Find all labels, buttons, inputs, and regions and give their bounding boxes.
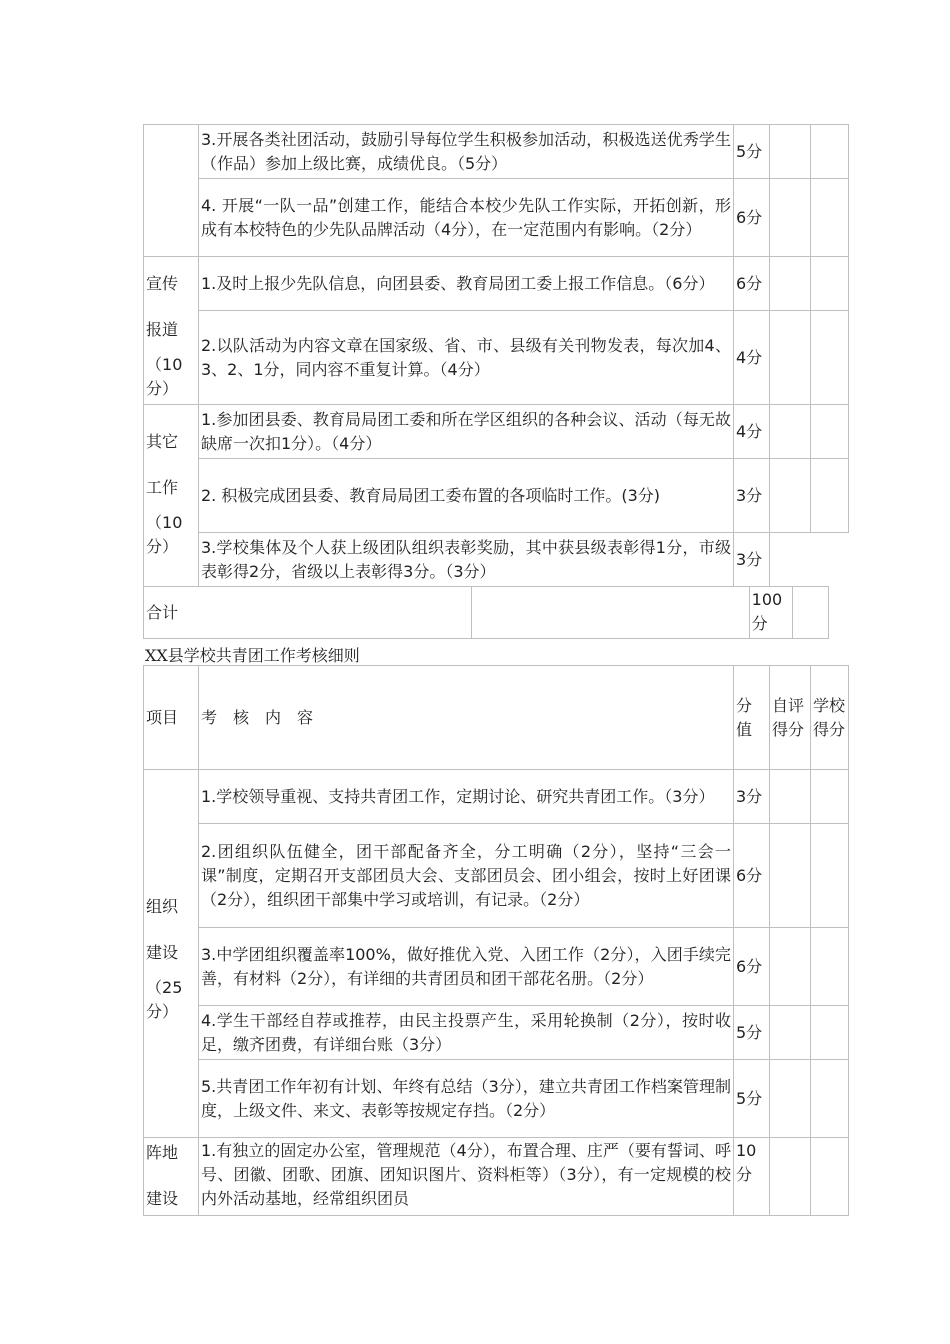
item-content: 1.学校领导重视、支持共青团工作，定期讨论、研究共青团工作。（3分） (199, 770, 734, 824)
category-line (146, 511, 196, 535)
item-content: 4.学生干部经自荐或推荐，由民主投票产生，采用轮换制（2分），按时收足，缴齐团费，有详细台账（3分） (199, 1006, 734, 1060)
item-score: 4分 (734, 311, 770, 405)
category-line: 建设 (146, 1189, 179, 1208)
table-row (144, 311, 849, 405)
table-row (144, 533, 849, 587)
total-score: 100分 (749, 587, 792, 639)
category-paren: （ (146, 354, 163, 374)
school-score-cell (811, 125, 849, 179)
category-line: 宣传 (146, 273, 179, 293)
item-score: 6分 (734, 179, 770, 257)
category-paren: （ (146, 513, 163, 532)
school-score-cell (811, 928, 849, 1006)
item-content: 2.团组织队伍健全，团干部配备齐全，分工明确（2分），坚持“三会一课”制度，定期召开支部团员大会、支部团员会、团小组会，按时上好团课（2分），组织团干部集中学习或培训，有记录。（2分） (199, 824, 734, 928)
league-assessment-table (143, 665, 849, 1216)
category-cell (144, 125, 199, 257)
item-score: 6分 (734, 824, 770, 928)
item-score: 5分 (734, 1060, 770, 1138)
total-label: 合计 (144, 587, 472, 639)
school-score-cell (811, 405, 849, 459)
item-content: 3.中学团组织覆盖率100%，做好推优入党、入团工作（2分），入团手续完善，有材料（2分），有详细的共青团员和团干部花名册。（2分） (199, 928, 734, 1006)
assessment-table-continued (143, 124, 849, 587)
item-score: 3分 (734, 533, 770, 587)
self-score-cell (770, 824, 811, 928)
school-score-cell (811, 1060, 849, 1138)
header-item: 项目 (144, 666, 199, 770)
school-score-cell (811, 1138, 849, 1216)
category-paren: （ (146, 977, 163, 997)
table-row (144, 125, 849, 179)
category-line: 阵地 (146, 1143, 179, 1162)
header-content: 考 核 内 容 (199, 666, 734, 770)
table-row (144, 928, 849, 1006)
category-publicity (144, 257, 199, 405)
item-score: 10分 (734, 1138, 770, 1216)
item-content: 5.共青团工作年初有计划、年终有总结（3分），建立共青团工作档案管理制度，上级文件、来文、表彰等按规定存挡。（2分） (199, 1060, 734, 1138)
self-score-cell (770, 257, 811, 311)
table-row (144, 257, 849, 311)
category-line: 组织 (146, 896, 179, 916)
total-table (143, 586, 829, 639)
total-blank-cell (472, 587, 749, 639)
item-score: 3分 (734, 770, 770, 824)
total-row (144, 587, 829, 639)
table-row (144, 1006, 849, 1060)
item-content: 1.及时上报少先队信息，向团县委、教育局团工委上报工作信息。（6分） (199, 257, 734, 311)
self-score-cell (770, 1006, 811, 1060)
category-points: 25 (162, 977, 183, 997)
school-score-cell (811, 770, 849, 824)
self-score-cell (770, 405, 811, 459)
header-self: 自评得分 (770, 666, 811, 770)
category-points: 10 (162, 513, 183, 532)
self-score-cell (770, 179, 811, 257)
self-score-cell (770, 459, 811, 533)
empty-cell (770, 533, 811, 587)
item-content: 1.有独立的固定办公室，管理规范（4分），布置合理、庄严（要有誓词、呼号、团徽、团歌、团旗、团知识图片、资料柜等）（3分），有一定规模的校内外活动基地，经常组织团员 (199, 1138, 734, 1216)
table-row (144, 824, 849, 928)
table-caption: XX县学校共青团工作考核细则 (145, 646, 360, 665)
category-base (144, 1138, 199, 1216)
total-extra-cell (792, 587, 828, 639)
item-score: 3分 (734, 459, 770, 533)
category-points: 10 (162, 354, 183, 374)
table-row (144, 770, 849, 824)
category-organization (144, 770, 199, 1138)
header-row (144, 666, 849, 770)
item-score: 5分 (734, 125, 770, 179)
self-score-cell (770, 928, 811, 1006)
item-score: 4分 (734, 405, 770, 459)
category-line: 其它 (146, 432, 179, 451)
category-line: 分） (146, 1001, 179, 1021)
table-row (144, 1138, 849, 1216)
item-score: 5分 (734, 1006, 770, 1060)
empty-cell (811, 533, 849, 587)
table-row (144, 179, 849, 257)
category-line: 报道 (146, 319, 179, 339)
category-line: 建设 (146, 942, 179, 962)
category-line: 分） (146, 378, 179, 398)
table-row (144, 405, 849, 459)
category-line: 分） (146, 537, 179, 556)
item-content: 2. 积极完成团县委、教育局局团工委布置的各项临时工作。(3分) (199, 459, 734, 533)
table-row (144, 1060, 849, 1138)
item-score: 6分 (734, 257, 770, 311)
category-line: 工作 (146, 478, 179, 497)
item-content: 4. 开展“一队一品”创建工作，能结合本校少先队工作实际，开拓创新，形成有本校特色的少先队品牌活动（4分），在一定范围内有影响。（2分） (199, 179, 734, 257)
school-score-cell (811, 311, 849, 405)
self-score-cell (770, 1060, 811, 1138)
category-line (146, 353, 196, 377)
header-school: 学校得分 (811, 666, 849, 770)
school-score-cell (811, 459, 849, 533)
school-score-cell (811, 257, 849, 311)
self-score-cell (770, 770, 811, 824)
item-content: 1.参加团县委、教育局局团工委和所在学区组织的各种会议、活动（每无故缺席一次扣1分）。（4分） (199, 405, 734, 459)
self-score-cell (770, 311, 811, 405)
category-other (144, 405, 199, 587)
category-line (146, 976, 196, 1000)
item-content: 3.学校集体及个人获上级团队组织表彰奖励，其中获县级表彰得1分，市级表彰得2分，省级以上表彰得3分。（3分） (199, 533, 734, 587)
school-score-cell (811, 824, 849, 928)
school-score-cell (811, 1006, 849, 1060)
self-score-cell (770, 125, 811, 179)
school-score-cell (811, 179, 849, 257)
header-value: 分值 (734, 666, 770, 770)
table-row (144, 459, 849, 533)
item-content: 2.以队活动为内容文章在国家级、省、市、县级有关刊物发表，每次加4、3、2、1分，同内容不重复计算。（4分） (199, 311, 734, 405)
self-score-cell (770, 1138, 811, 1216)
item-score: 6分 (734, 928, 770, 1006)
item-content: 3.开展各类社团活动，鼓励引导每位学生积极参加活动，积极选送优秀学生（作品）参加上级比赛，成绩优良。（5分） (199, 125, 734, 179)
